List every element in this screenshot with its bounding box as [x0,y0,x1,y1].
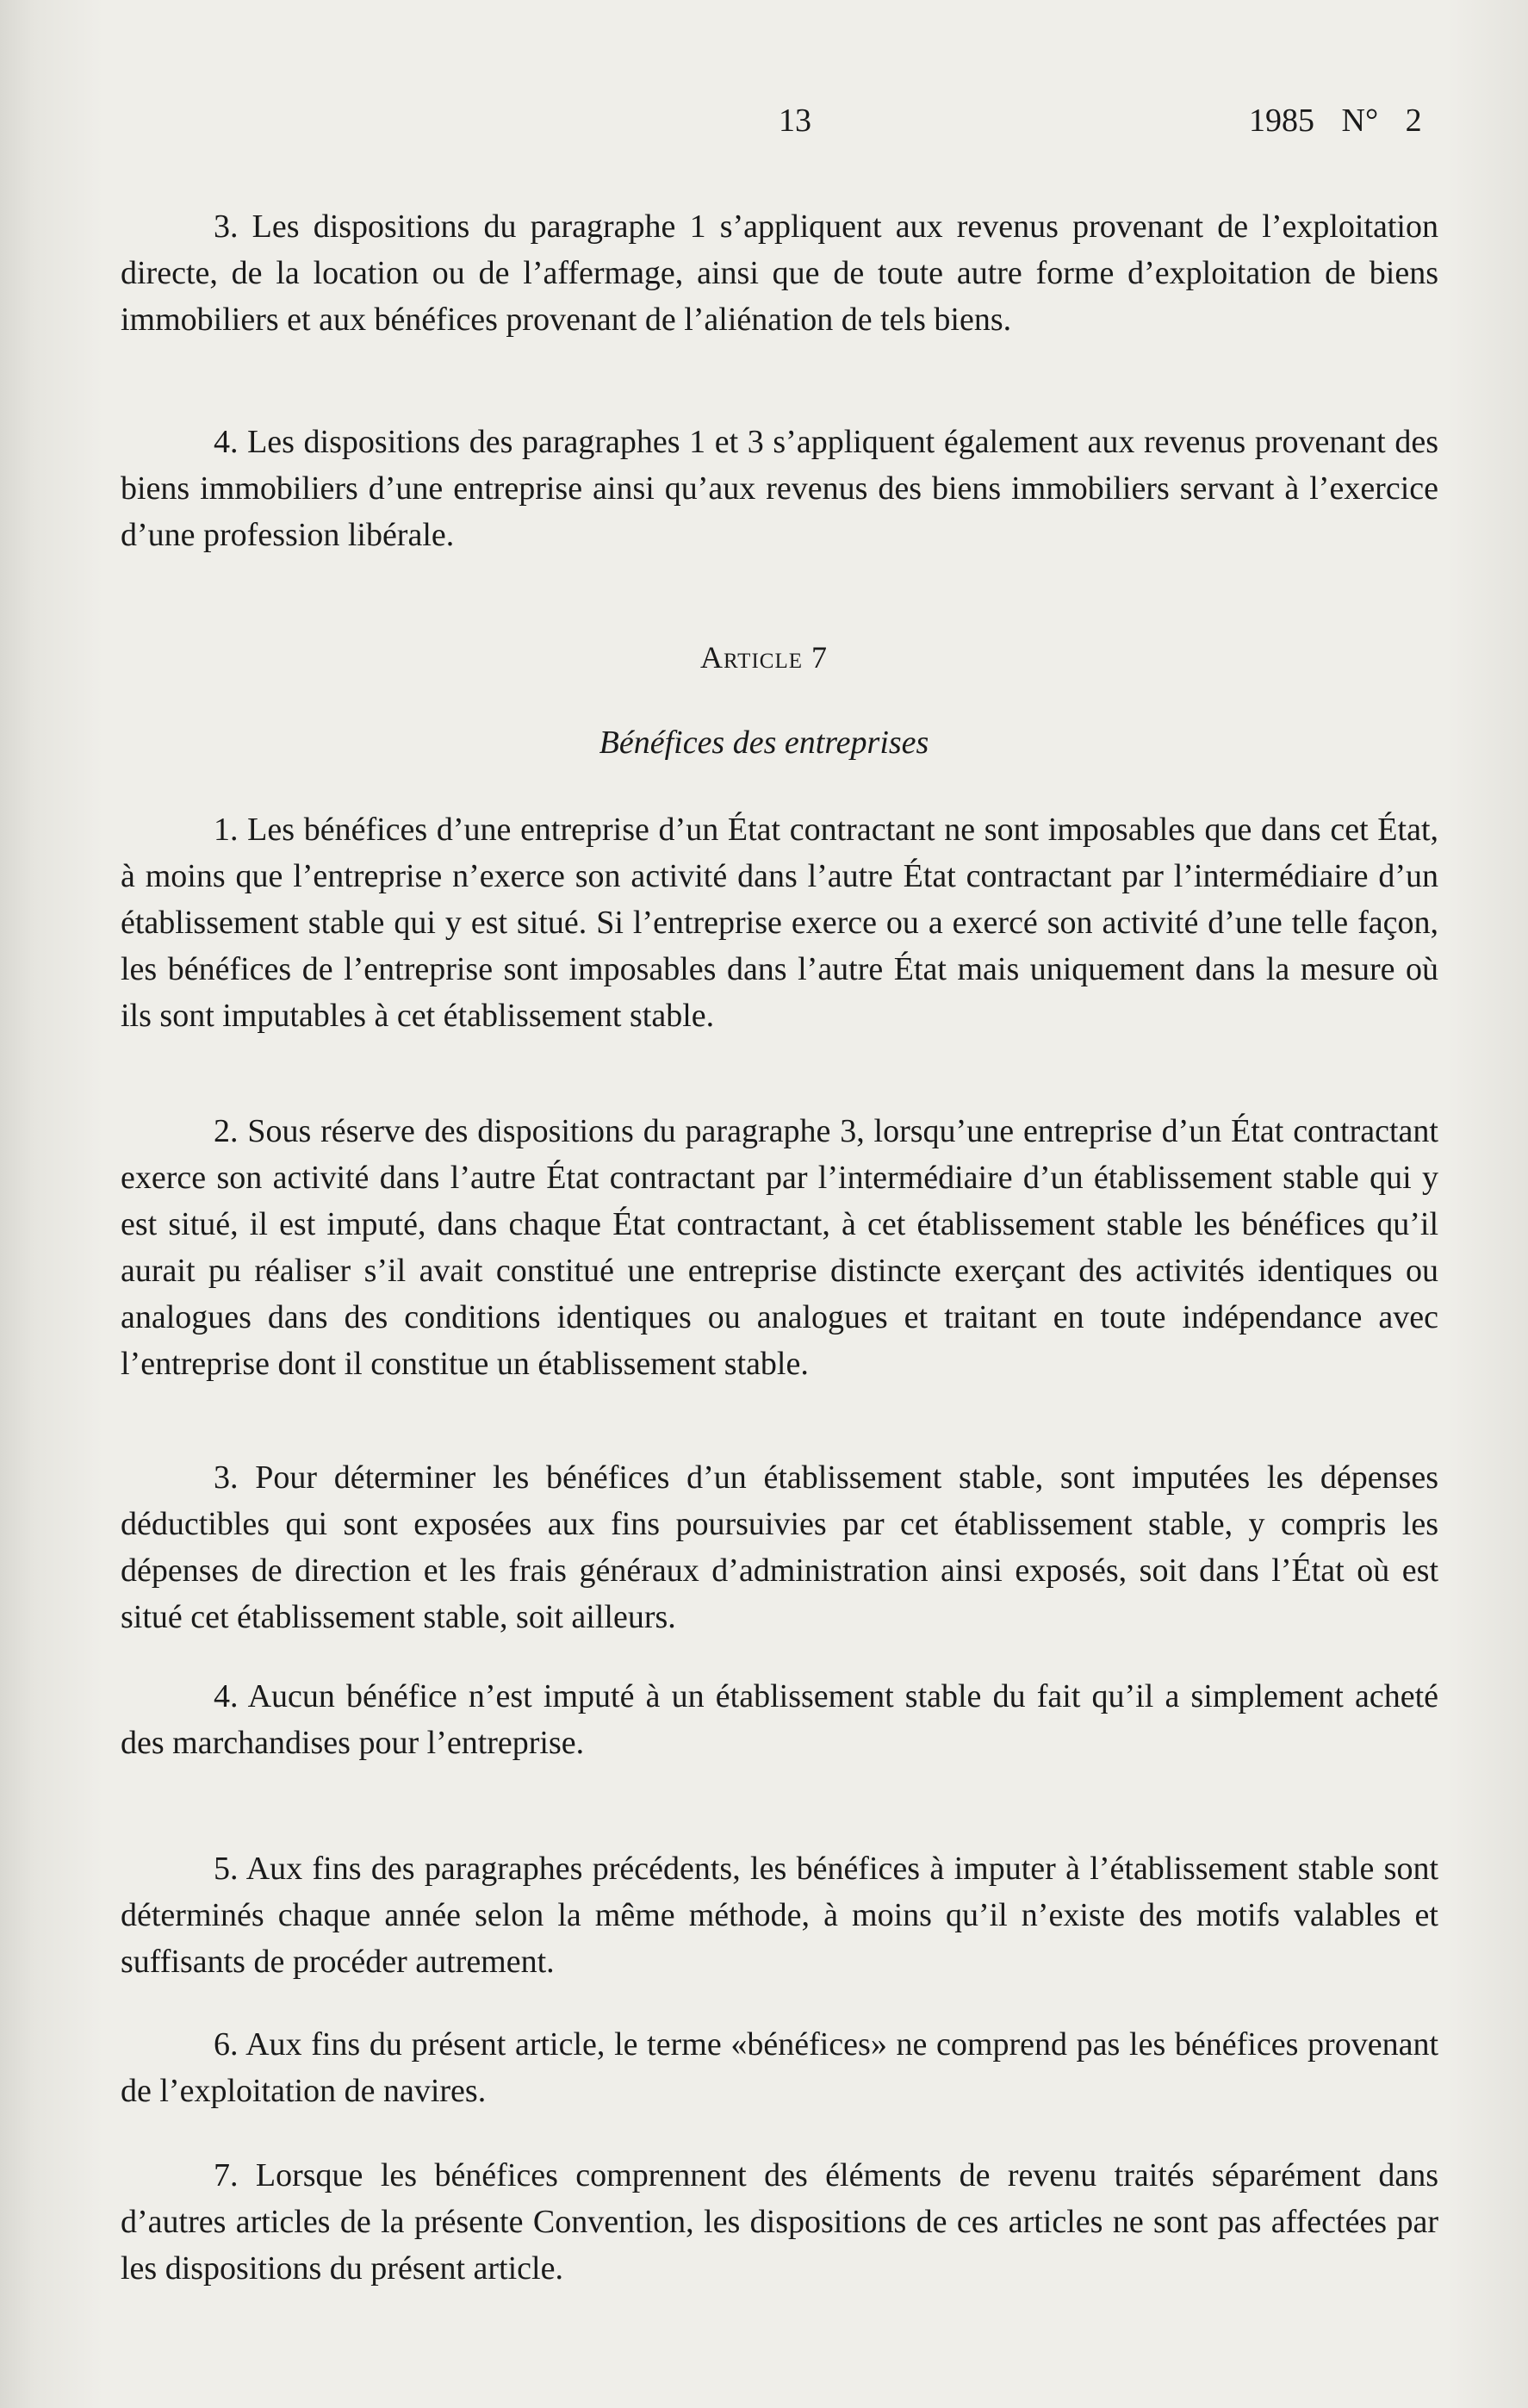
paragraph-4-immovable-property [121,419,1438,558]
paragraph-text: 6. Aux fins du présent article, le terme «bénéfices» ne comprend pas les bénéfices provenant de l’exploitation de navires. [121,2026,1438,2109]
paragraph-text: 1. Les bénéfices d’une entreprise d’un État contractant ne sont imposables que dans cet État, à moins que l’entreprise n’exerce son activité dans l’autre État contractant par l’intermédiaire d’un établissement stable qui y est situé. Si l’entreprise exerce ou a exercé son activité d’une telle façon, les bénéfices de l’entreprise sont imposables dans l’autre État mais uniquement dans la mesure où ils sont imputables à cet établissement stable. [121,812,1438,1034]
article-heading [0,639,1528,675]
article-heading-text: Article 7 [700,640,828,675]
page-header [0,102,1528,153]
article-subtitle: Bénéfices des entreprises [599,725,929,761]
page-number: 13 [779,103,811,139]
paragraph-3-immovable-property [121,203,1438,343]
paragraph-text: 4. Aucun bénéfice n’est imputé à un établissement stable du fait qu’il a simplement acheté des marchandises pour l’entreprise. [121,1678,1438,1761]
paragraph-text: 5. Aux fins des paragraphes précédents, les bénéfices à imputer à l’établissement stable sont déterminés chaque année selon la même méthode, à moins qu’il n’existe des motifs valables et suffisants de procéder autrement. [121,1851,1438,1980]
paragraph-text: 4. Les dispositions des paragraphes 1 et 3 s’appliquent également aux revenus provenant des biens immobiliers d’une entreprise ainsi qu’aux revenus des biens immobiliers servant à l’exercice d’une profession libérale. [121,424,1438,553]
paragraph-text: 7. Lorsque les bénéfices comprennent des éléments de revenu traités séparément dans d’autres articles de la présente Convention, les dispositions de ces articles ne sont pas affectées par les dispositions du présent article. [121,2157,1438,2287]
year-number: 1985 N° 2 [1249,103,1422,139]
article-paragraph-6 [121,2021,1438,2114]
article-paragraph-1 [121,806,1438,1039]
article-paragraph-5 [121,1845,1438,1985]
article-paragraph-3 [121,1454,1438,1640]
paragraph-text: 3. Les dispositions du paragraphe 1 s’appliquent aux revenus provenant de l’exploitation directe, de la location ou de l’affermage, ainsi que de toute autre forme d’exploitation de biens immobiliers et aux bénéfices provenant de l’aliénation de tels biens. [121,208,1438,338]
article-paragraph-2 [121,1108,1438,1387]
paragraph-text: 2. Sous réserve des dispositions du paragraphe 3, lorsqu’une entreprise d’un État contractant exerce son activité dans l’autre État contractant par l’intermédiaire d’un établissement stable qui y est situé, il est imputé, dans chaque État contractant, à cet établissement stable les bénéfices qu’il aurait pu réaliser s’il avait constitué une entreprise distincte exerçant des activités identiques ou analogues dans des conditions identiques ou analogues et traitant en toute indépendance avec l’entreprise dont il constitue un établissement stable. [121,1113,1438,1382]
paragraph-text: 3. Pour déterminer les bénéfices d’un établissement stable, sont imputées les dépenses déductibles qui sont exposées aux fins poursuivies par cet établissement stable, y compris les dépenses de direction et les frais généraux d’administration ainsi exposés, soit dans l’État où est situé cet établissement stable, soit ailleurs. [121,1459,1438,1635]
article-paragraph-4 [121,1673,1438,1766]
article-paragraph-7 [121,2152,1438,2292]
